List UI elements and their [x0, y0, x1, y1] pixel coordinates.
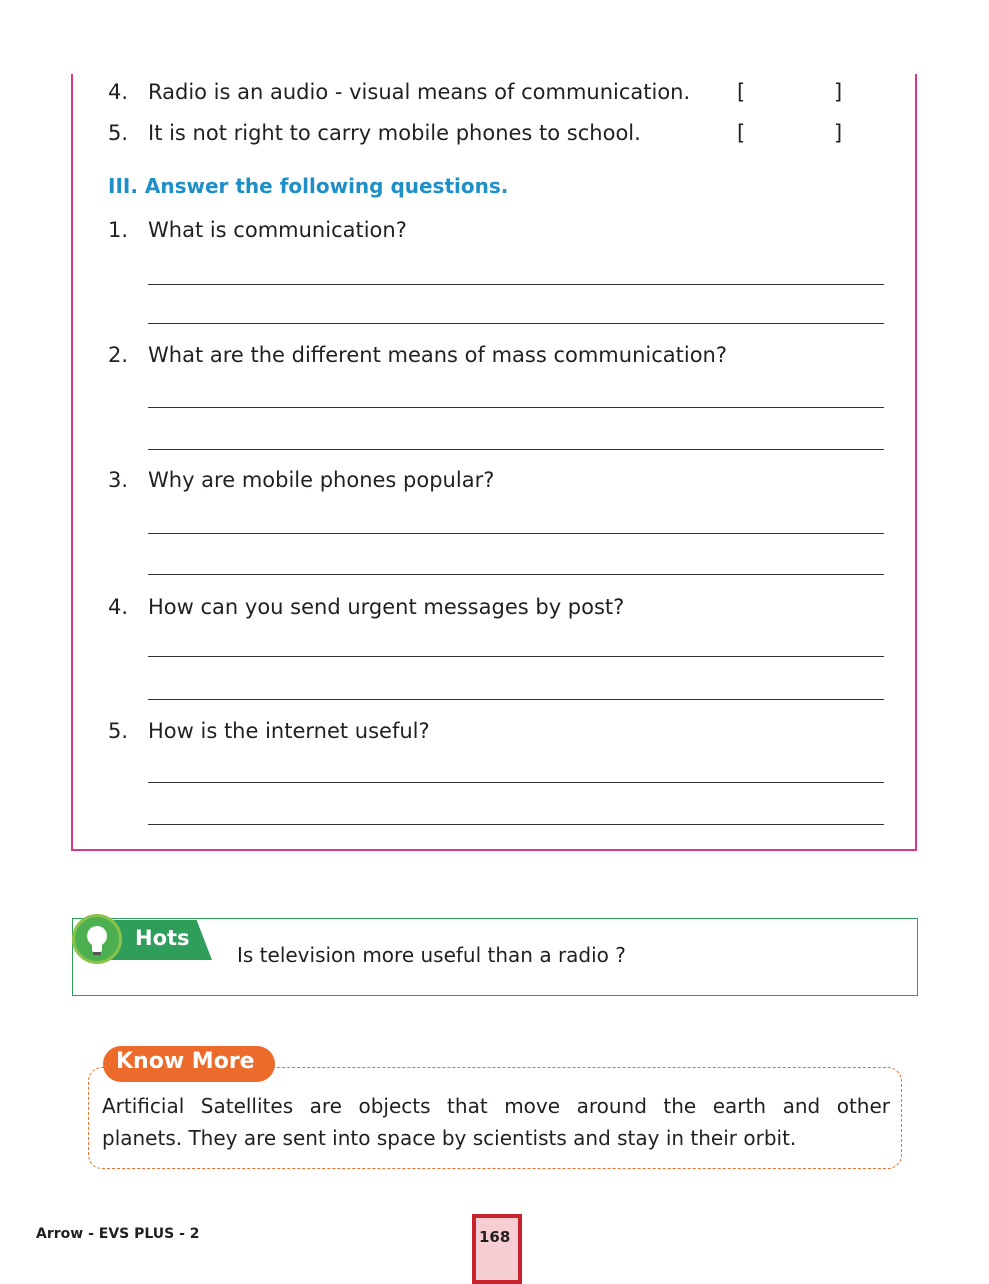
question-number: 2. [108, 343, 129, 367]
question-text: What is communication? [148, 218, 407, 242]
answer-line[interactable] [148, 782, 884, 783]
question-text: How can you send urgent messages by post? [148, 595, 625, 619]
hots-question: Is television more useful than a radio ? [237, 943, 626, 967]
statement: It is not right to carry mobile phones to school. [148, 121, 641, 145]
section-heading: III. Answer the following questions. [108, 174, 509, 198]
question-number: 1. [108, 218, 129, 242]
know-more-label: Know More [116, 1049, 255, 1074]
hots-label: Hots [135, 926, 190, 950]
answer-line[interactable] [148, 824, 884, 825]
answer-line[interactable] [148, 699, 884, 700]
question-text: How is the internet useful? [148, 719, 430, 743]
question-text: Why are mobile phones popular? [148, 468, 495, 492]
answer-bracket-open: [ [737, 80, 746, 104]
answer-line[interactable] [148, 574, 884, 575]
answer-line[interactable] [148, 323, 884, 324]
answer-bracket-open: [ [737, 121, 746, 145]
know-more-text [102, 1090, 890, 1154]
answer-line[interactable] [148, 533, 884, 534]
answer-line[interactable] [148, 449, 884, 450]
statement: Radio is an audio - visual means of communication. [148, 80, 691, 104]
question-number: 4. [108, 595, 129, 619]
page-number: 168 [479, 1228, 511, 1246]
item-number: 5. [108, 121, 129, 145]
answer-line[interactable] [148, 656, 884, 657]
know-more-line-1: Artificial Satellites are objects that move around the earth and other [102, 1094, 890, 1118]
question-number: 5. [108, 719, 129, 743]
book-title: Arrow - EVS PLUS - 2 [36, 1226, 200, 1242]
answer-bracket-close: ] [834, 121, 843, 145]
answer-bracket-close: ] [834, 80, 843, 104]
page-number-box [472, 1214, 522, 1284]
know-more-line-2: planets. They are sent into space by scientists and stay in their orbit. [102, 1126, 797, 1150]
question-number: 3. [108, 468, 129, 492]
item-number: 4. [108, 80, 129, 104]
question-text: What are the different means of mass communication? [148, 343, 728, 367]
answer-line[interactable] [148, 284, 884, 285]
lightbulb-icon [72, 914, 122, 964]
answer-line[interactable] [148, 407, 884, 408]
